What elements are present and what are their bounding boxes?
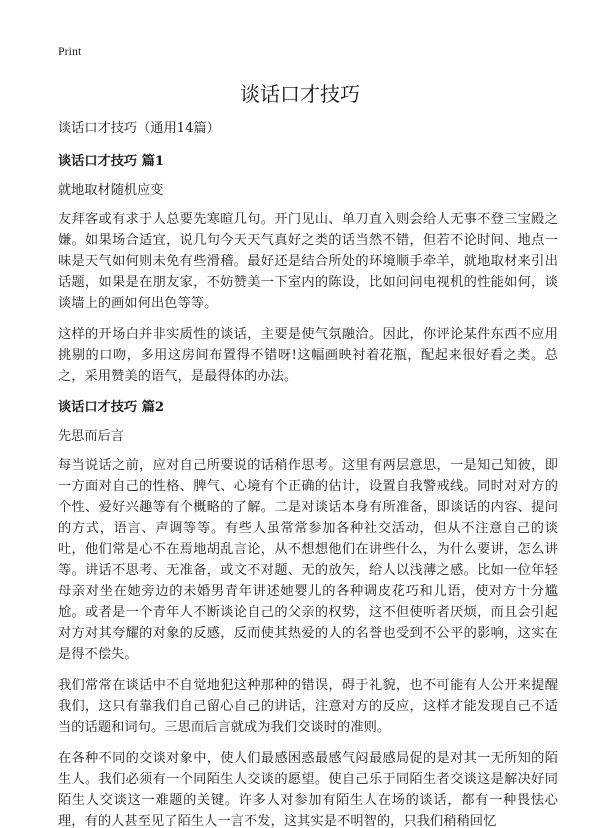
section-subheading: 先思而后言 xyxy=(58,429,124,444)
section-subheading: 就地取材随机应变 xyxy=(58,183,164,198)
section-2 xyxy=(58,397,558,828)
paragraph: 这样的开场白并非实质性的谈话，主要是使气氛融洽。因此，你评论某件东西不应用挑剔的口吻，多用这房间布置得不错呀!这幅画映衬着花瓶，配起来很好看之类。总之，采用赞美的语气，是最得体的办法。 xyxy=(58,327,558,384)
paragraph: 友拜客或有求于人总要先寒暄几句。开门见山、单刀直入则会给人无事不登三宝殿之嫌。如果场合适宜，说几句今天天气真好之类的话当然不错，但若不论时间、地点一味是天气如何则未免有些滑稽。最好还是结合所处的环境顺手牵羊，就地取材来引出话题，如果是在朋友家，不妨赞美一下室内的陈设，比如问问电视机的性能如何，谈谈墙上的画如何出色等等。 xyxy=(58,212,558,311)
section-heading: 谈话口才技巧 篇2 xyxy=(58,400,165,415)
document-title: 谈话口才技巧 xyxy=(240,82,360,106)
section-heading: 谈话口才技巧 篇1 xyxy=(58,154,165,169)
paragraph: 我们常常在谈话中不自觉地犯这种那种的错误，碍于礼貌，也不可能有人公开来提醒我们，这只有靠我们自己留心自己的讲话，注意对方的反应，这样才能发现自己不适当的话题和词句。三思而后言就成为我们交谈时的准则。 xyxy=(58,678,558,735)
print-link[interactable]: Print xyxy=(58,44,82,58)
section-1 xyxy=(58,151,558,387)
paragraph: 每当说话之前，应对自己所要说的话稍作思考。这里有两层意思，一是知己知彼，即一方面对自己的性格、脾气、心境有个正确的估计，设置自我警戒线。同时对对方的个性、爱好兴趣等有个概略的了解。二是对谈话本身有所准备，即谈话的内容、提问的方式，语言、声调等等。有些人虽常常参加各种社交活动，但从不注意自己的谈吐，他们常是心不在焉地胡乱言论，从不想想他们在讲些什么，为什么要讲，怎么讲等。讲话不思考、无准备，或文不对题、无的放矢，给人以浅薄之感。比如一位年轻母亲对坐在她旁边的未婚男青年讲述她婴儿的各种调皮花巧和儿语，使对方十分尴尬。或者是一个青年人不断谈论自己的父亲的权势，这不但使听者厌烦，而且会引起对方对其夸耀的对象的反感，反而使其热爱的人的名誉也受到不公平的影响，这实在是得不偿失。 xyxy=(58,458,558,662)
paragraph: 在各种不同的交谈对象中，使人们最感困惑最感气闷最感局促的是对其一无所知的陌生人。我们必须有一个同陌生人交谈的愿望。使自己乐于同陌生者交谈这是解决好同陌生人交谈这一难题的关键。许多人对参加有陌生人在场的谈话，都有一种畏怯心理，有的人甚至见了陌生人一言不发，这其实是不明智的，只我们稍稍回忆 xyxy=(58,751,558,828)
document-subtitle: 谈话口才技巧（通用14篇） xyxy=(58,121,220,136)
document-body xyxy=(58,118,558,828)
